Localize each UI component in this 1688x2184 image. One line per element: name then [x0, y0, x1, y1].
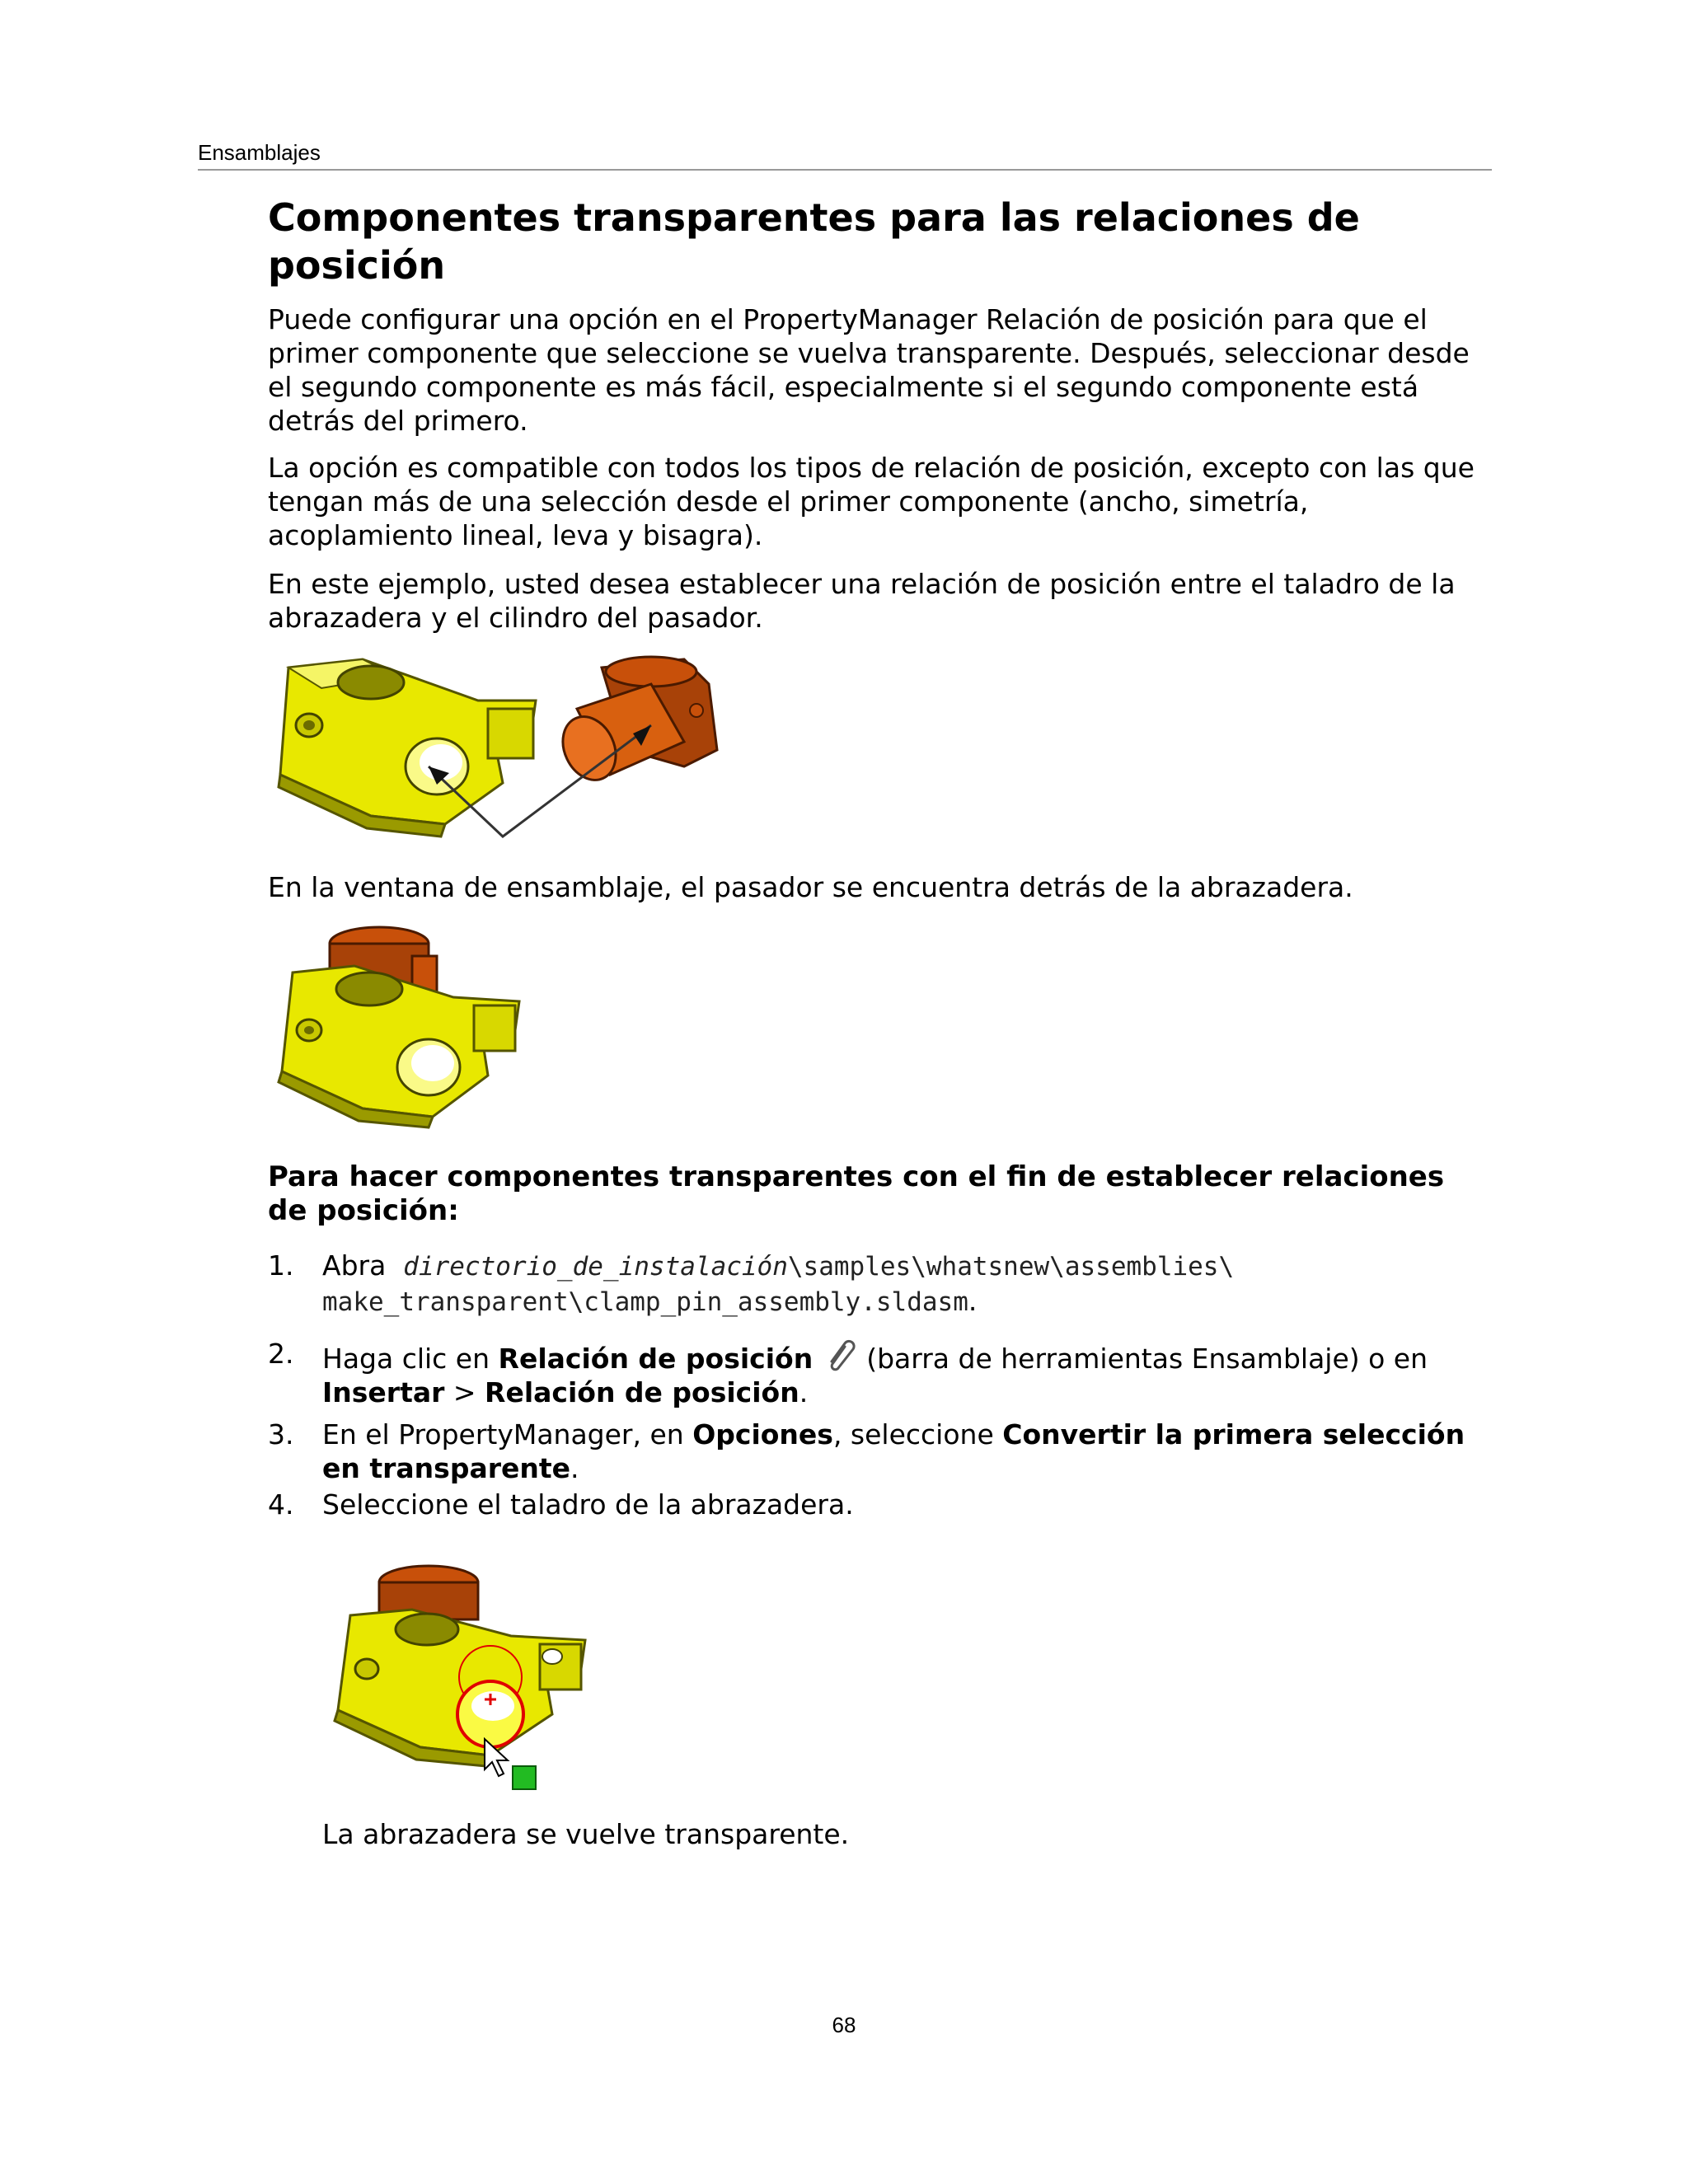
step-text: .	[570, 1452, 579, 1484]
step-text: .	[968, 1285, 978, 1317]
ui-term: Relación de posición	[485, 1376, 799, 1408]
step-text: En el PropertyManager, en	[322, 1418, 693, 1451]
step-body	[322, 1337, 1493, 1409]
mate-paperclip-icon	[822, 1337, 858, 1373]
select-hole-figure	[330, 1554, 610, 1793]
clamp-part	[279, 659, 536, 837]
step-number: 3.	[268, 1418, 294, 1451]
step-number: 4.	[268, 1488, 294, 1521]
step-body	[322, 1418, 1493, 1485]
step-number: 2.	[268, 1338, 294, 1370]
pin-part	[553, 657, 717, 789]
install-dir-placeholder: directorio_de_instalación	[403, 1252, 788, 1282]
ui-term: Insertar	[322, 1376, 445, 1408]
ui-term: Relación de posición	[498, 1343, 814, 1375]
running-header: Ensamblajes	[198, 140, 321, 165]
path-segment: \samples\whatsnew\assemblies\	[787, 1252, 1235, 1282]
step-body	[322, 1488, 1493, 1521]
pin-behind-clamp-figure	[272, 923, 544, 1129]
compatibility-paragraph: La opción es compatible con todos los tipos de relación de posición, excepto con las que tengan más de una selección desde el primer componente (ancho, simetría, acoplamiento lineal, leva y bisagra).	[268, 452, 1475, 551]
step-body	[322, 1249, 1493, 1319]
step-text: Haga clic en	[322, 1343, 499, 1375]
example-paragraph: En este ejemplo, usted desea establecer una relación de posición entre el taladro de la abrazadera y el cilindro del pasador.	[268, 568, 1456, 634]
page-title: Componentes transparentes para las relaciones de posición	[268, 195, 1360, 288]
path-segment: make_transparent\clamp_pin_assembly.sldasm	[322, 1287, 968, 1317]
page-number: 68	[832, 2013, 856, 2037]
transparent-result-caption: La abrazadera se vuelve transparente.	[322, 1818, 850, 1850]
step-text: Seleccione el taladro de la abrazadera.	[322, 1488, 854, 1521]
step-text: >	[444, 1376, 485, 1408]
ui-term: Opciones	[692, 1418, 833, 1451]
ui-term: Convertir la primera selección en transparente	[322, 1418, 1465, 1484]
step-text: Abra	[322, 1249, 387, 1282]
assembly-window-caption: En la ventana de ensamblaje, el pasador se encuentra detrás de la abrazadera.	[268, 871, 1353, 903]
clamp-and-pin-figure	[272, 651, 783, 857]
header-divider	[198, 169, 1492, 171]
procedure-heading: Para hacer componentes transparentes con el fin de establecer relaciones de posición:	[268, 1160, 1445, 1227]
face-filter-icon	[513, 1766, 536, 1789]
step-text: .	[799, 1376, 809, 1408]
step-number: 1.	[268, 1249, 294, 1282]
clamp-part-front	[279, 966, 519, 1127]
intro-paragraph: Puede configurar una opción en el PropertyManager Relación de posición para que el primer componente que seleccione se vuelva transparente. Después, seleccionar desde el segundo componente es más fácil, especialmente si el segundo componente está detrás del primero.	[268, 303, 1470, 437]
step-text: (barra de herramientas Ensamblaje) o en	[857, 1343, 1428, 1375]
step-text: , seleccione	[832, 1418, 1003, 1451]
file-path	[322, 1252, 1234, 1317]
clamp-part-selected	[335, 1610, 585, 1766]
